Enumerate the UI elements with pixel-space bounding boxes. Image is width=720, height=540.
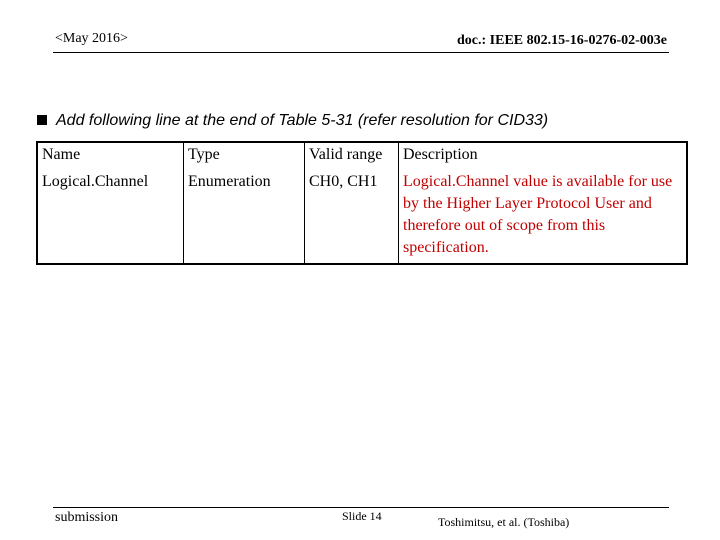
col-header-type: Type [184,142,305,170]
col-header-valid-range: Valid range [305,142,399,170]
col-header-description: Description [399,142,688,170]
header-divider [53,52,669,53]
footer-divider [53,507,669,508]
footer-author: Toshimitsu, et al. (Toshiba) [438,515,570,529]
cell-type: Enumeration [184,170,305,264]
square-bullet-icon [37,115,47,125]
header-date: <May 2016> [55,31,128,46]
table-row [37,170,687,264]
header-doc-id: doc.: IEEE 802.15-16-0276-02-003e [457,33,667,48]
col-header-name: Name [42,146,81,163]
cell-valid-range: CH0, CH1 [305,170,399,264]
instruction-text: Add following line at the end of Table 5-31 (refer resolution for CID33) [56,112,549,129]
table-header-row [37,142,687,170]
cell-description: Logical.Channel value is available for use by the Higher Layer Protocol User and therefore out of scope from this specification. [399,170,688,264]
instruction-bullet [37,112,548,130]
slide-number: Slide 14 [342,509,382,523]
footer-left: submission [55,510,119,525]
cell-name: Logical.Channel [42,173,149,190]
attribute-table [36,141,688,265]
